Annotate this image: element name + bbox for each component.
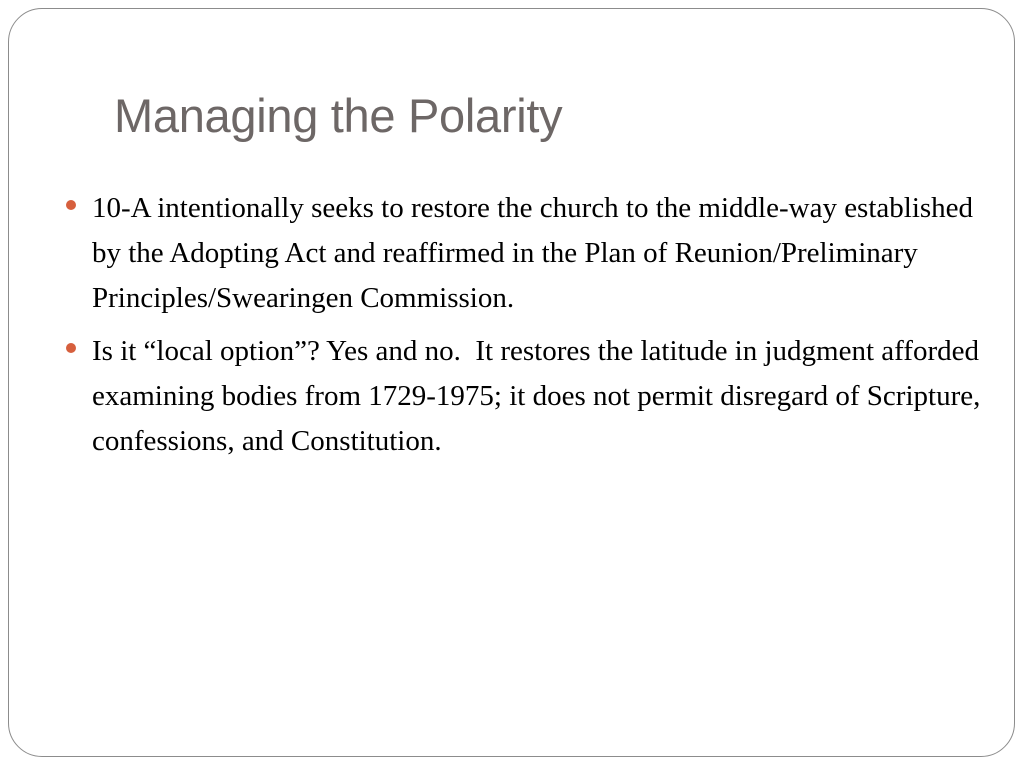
bullet-marker-icon — [66, 200, 76, 210]
bullet-item — [92, 329, 992, 464]
bullet-text: Is it “local option”? Yes and no. It restores the latitude in judgment afforded examining bodies from 1729-1975; it does not permit disregard of Scripture, confessions, and Constitution. — [92, 335, 981, 457]
bullet-text: 10-A intentionally seeks to restore the church to the middle-way established by the Adopting Act and reaffirmed in the Plan of Reunion/Preliminary Principles/Swearingen Commission. — [92, 192, 974, 314]
bullet-list — [92, 186, 992, 472]
bullet-marker-icon — [66, 343, 76, 353]
bullet-item — [92, 186, 992, 321]
slide-title: Managing the Polarity — [114, 89, 563, 142]
